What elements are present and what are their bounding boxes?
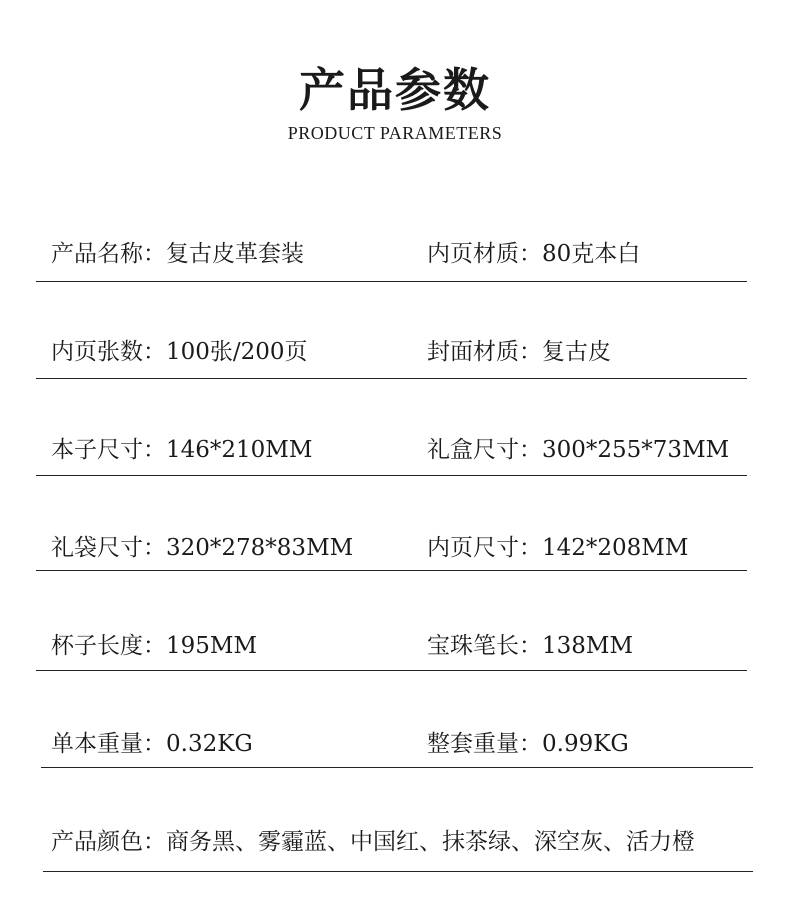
param-page-count: 内页张数：100张/200页 <box>51 339 308 365</box>
param-product-name: 产品名称：复古皮革套装 <box>51 241 304 267</box>
param-giftbag-size: 礼袋尺寸：320*278*83MM <box>51 535 354 561</box>
divider <box>36 475 747 476</box>
param-colors: 产品颜色：商务黑、雾霾蓝、中国红、抹茶绿、深空灰、活力橙 <box>51 829 695 855</box>
param-innerpage-size: 内页尺寸：142*208MM <box>427 535 689 561</box>
param-notebook-size: 本子尺寸：146*210MM <box>51 437 313 463</box>
divider <box>36 570 747 571</box>
divider <box>36 670 747 671</box>
param-single-weight: 单本重量：0.32KG <box>51 731 253 757</box>
divider <box>43 871 753 872</box>
param-set-weight: 整套重量：0.99KG <box>427 731 629 757</box>
page-title: 产品参数 <box>299 63 491 117</box>
param-pen-length: 宝珠笔长：138MM <box>427 633 634 659</box>
param-giftbox-size: 礼盒尺寸：300*255*73MM <box>427 437 730 463</box>
divider <box>41 767 753 768</box>
divider <box>36 378 747 379</box>
param-cup-length: 杯子长度：195MM <box>51 633 258 659</box>
page-subtitle: PRODUCT PARAMETERS <box>287 123 503 143</box>
divider <box>36 281 747 282</box>
param-cover-material: 封面材质：复古皮 <box>427 339 611 365</box>
param-inner-paper: 内页材质：80克本白 <box>427 241 641 267</box>
